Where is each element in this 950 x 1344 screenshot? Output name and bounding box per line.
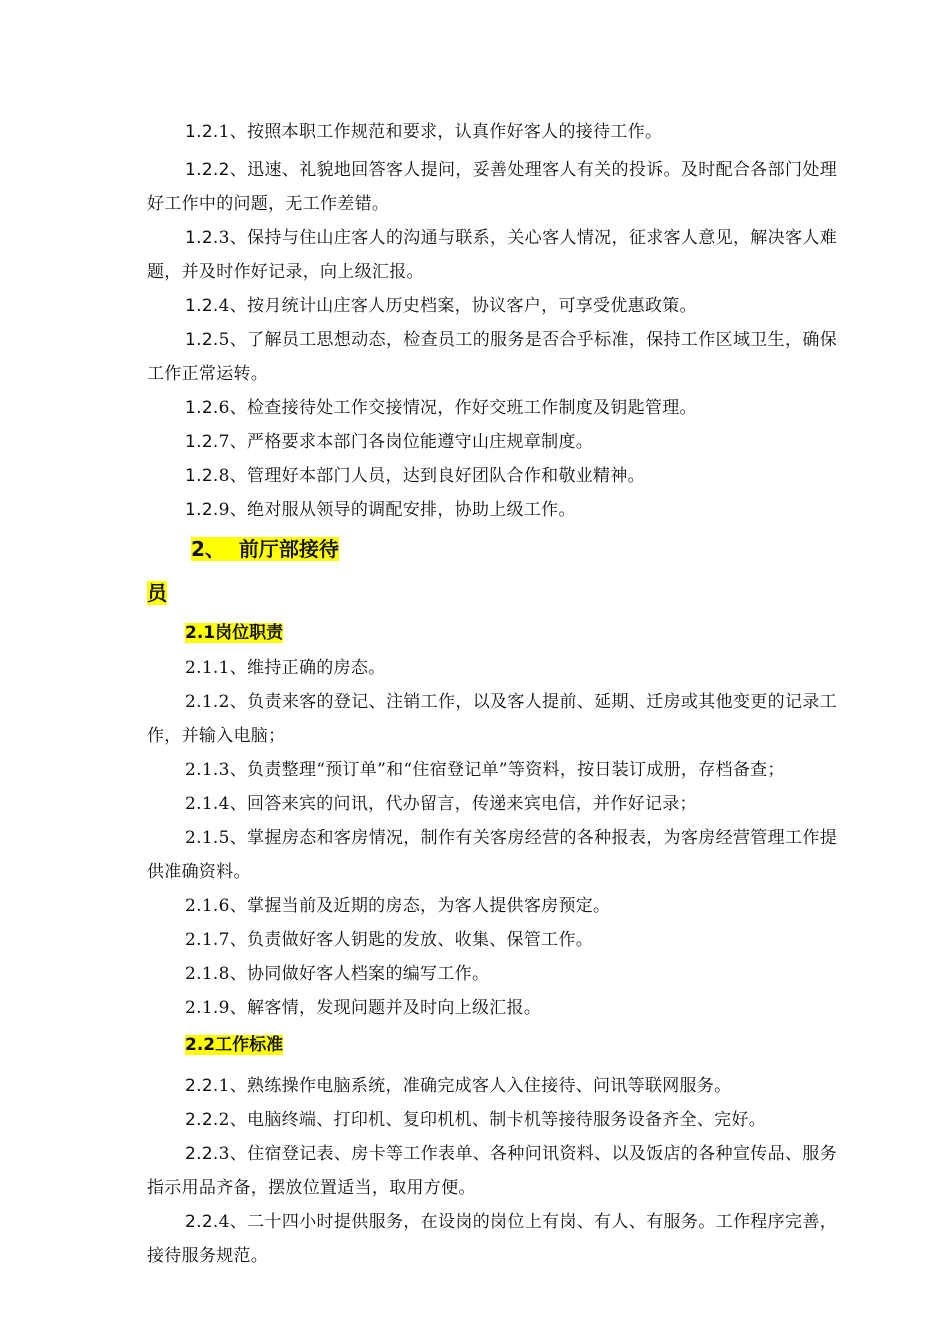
section-2-1-title: 2.1岗位职责 <box>185 623 284 643</box>
item-2-1-9: 2.1.9、解客情，发现问题并及时向上级汇报。 <box>185 998 542 1018</box>
item-number: 1.2. <box>185 122 219 142</box>
item-text: 7、严格要求本部门各岗位能遵守山庄规章制度。 <box>218 432 594 452</box>
item-1-2-2 <box>147 153 837 221</box>
section-2-number: 2、 <box>191 537 225 561</box>
item-text-sans: 2、迅速、礼貌地回答客人提 <box>218 160 438 180</box>
item-text: 6、检查接待处工作交接情况，作好交班工作制度及钥匙管理。 <box>218 398 697 418</box>
item-1-2-4 <box>147 289 837 323</box>
item-number: 1.2. <box>185 228 219 248</box>
item-text: 4、按月统计山庄客人历史档案，协议客户，可享受优惠政策。 <box>218 296 697 316</box>
item-text: 1、按照本职工作规范和要求，认真作好客人的接待工作。 <box>218 122 663 142</box>
item-1-2-1 <box>147 115 837 149</box>
item-1-2-8 <box>147 459 837 493</box>
item-2-1-1: 2.1.1、维持正确的房态。 <box>185 658 386 678</box>
item-number: 1.2. <box>185 330 219 350</box>
item-number: 1.2. <box>185 296 219 316</box>
item-number: 2.2. <box>185 1144 219 1164</box>
section-2-heading-continued <box>147 571 837 615</box>
section-2-gap <box>225 537 239 561</box>
item-2-1-2: 2.1.2、负责来客的登记、注销工作，以及客人提前、延期、迁房或其他变更的记录工作，并输入电脑； <box>147 692 837 746</box>
item-2-1-6: 2.1.6、掌握当前及近期的房态，为客人提供客房预定。 <box>185 896 611 916</box>
item-2-1-5: 2.1.5、掌握房态和客房情况，制作有关客房经营的各种报表，为客房经营管理工作提供准确资料。 <box>147 828 837 882</box>
document-page <box>147 115 837 1273</box>
section-2-title-a: 前厅部接待 <box>238 537 339 561</box>
item-2-1-7: 2.1.7、负责做好客人钥匙的发放、收集、保管工作。 <box>185 930 594 950</box>
section-2-heading <box>147 527 837 571</box>
item-2-1-3: 2.1.3、负责整理“预订单”和“住宿登记单”等资料，按日装订成册，存档备查； <box>185 760 785 780</box>
item-1-2-6 <box>147 391 837 425</box>
section-2-2-heading <box>147 1025 837 1065</box>
item-number: 1.2. <box>185 500 219 520</box>
item-number: 1.2. <box>185 160 219 180</box>
item-text: 9、绝对服从领导的调配安排，协助上级工作。 <box>218 500 576 520</box>
item-text: 1、熟练操作电脑系统，准确完成客人入住接待、问讯等联网服务。 <box>218 1076 732 1096</box>
section-2-2-title: 工作标准 <box>215 1035 284 1055</box>
item-1-2-5 <box>147 323 837 391</box>
item-text: 2、电脑终端、打印机、复印机机、制卡机等接待服务设备齐全、完好。 <box>218 1110 767 1130</box>
item-text: 3、保持与住山庄客人的沟通与联系，关心客人情况，征求客人意见，解决客人难题，并及时作好记录，向上级汇报。 <box>147 228 837 282</box>
item-1-2-3 <box>147 221 837 289</box>
item-2-2-2 <box>147 1103 837 1137</box>
section-2-1-heading <box>147 615 837 651</box>
item-number: 1.2. <box>185 466 219 486</box>
item-number: 2.2. <box>185 1110 219 1130</box>
item-text: 问，妥善处理客人有关的投诉。及时配合各部门处理好工作中的问题，无工作差错。 <box>147 160 837 214</box>
item-2-2-4 <box>147 1205 837 1273</box>
section-2-2-number: 2.2 <box>185 1035 216 1055</box>
item-number: 1.2. <box>185 432 219 452</box>
item-2-1-4: 2.1.4、回答来宾的问讯，代办留言，传递来宾电信，并作好记录； <box>185 794 697 814</box>
item-2-1-8: 2.1.8、协同做好客人档案的编写工作。 <box>185 964 490 984</box>
item-2-2-3 <box>147 1137 837 1205</box>
item-text: 3、住宿登记表、房卡等工作表单、各种问讯资料、以及饭店的各种宣传品、服务 指示用品齐备，摆放位置适当，取用方便。 <box>147 1144 837 1198</box>
item-1-2-7 <box>147 425 837 459</box>
section-2-title-b: 员 <box>147 581 167 605</box>
item-2-2-1 <box>147 1069 837 1103</box>
item-text: 5、了解员工思想动态，检查员工的服务是否合乎标准，保持工作区域卫生，确保工作正常运转。 <box>147 330 837 384</box>
item-text: 8、管理好本部门人员，达到良好团队合作和敬业精神。 <box>218 466 645 486</box>
item-number: 2.2. <box>185 1076 219 1096</box>
item-1-2-9 <box>147 493 837 527</box>
item-text: 4、二十四小时提供服务，在设岗的岗位上有岗、有人、有服务。工作程序完善， 接待服务规范。 <box>147 1212 837 1266</box>
item-number: 1.2. <box>185 398 219 418</box>
item-number: 2.2. <box>185 1212 219 1232</box>
